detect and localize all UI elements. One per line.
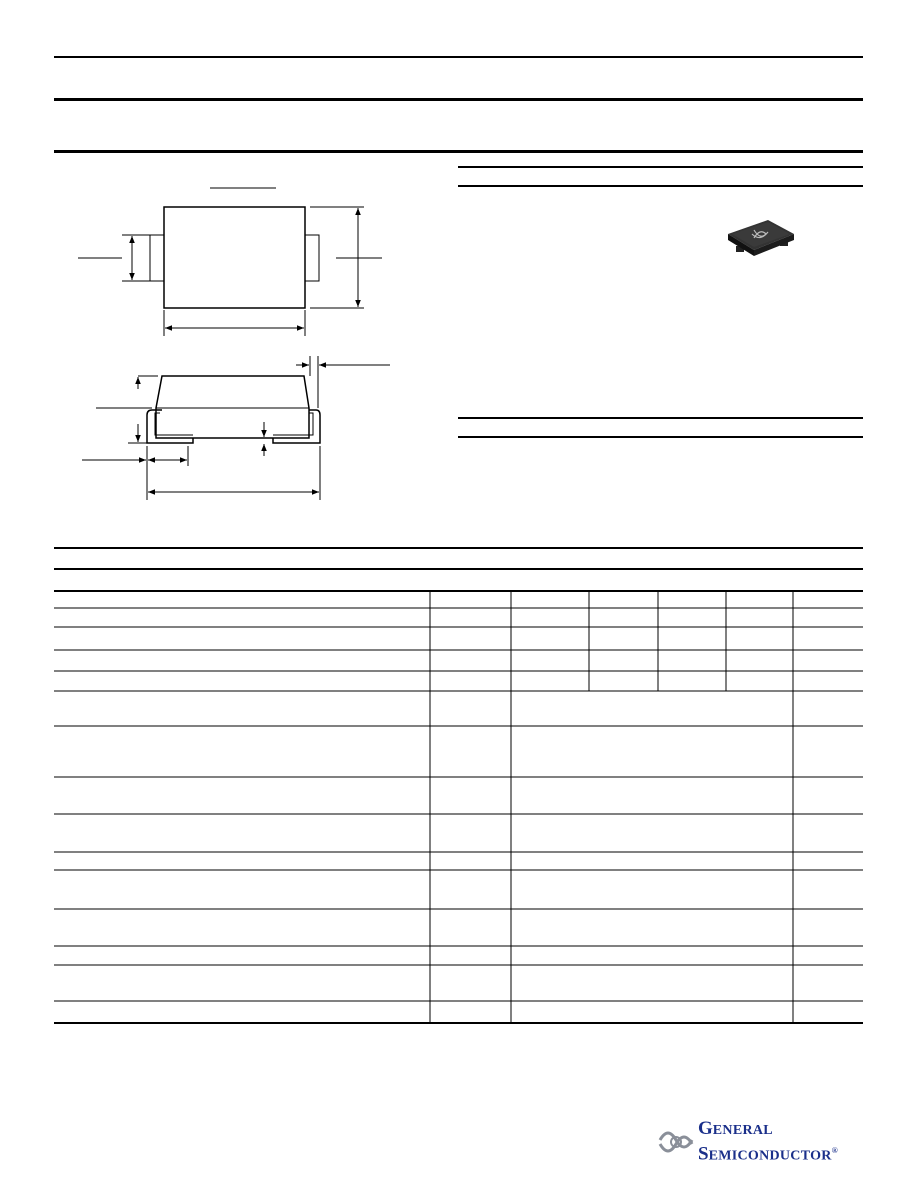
logo-line2-rest: EMICONDUCTOR	[708, 1148, 832, 1164]
top-view-right-lead	[305, 235, 319, 281]
logo-emblem-icon	[654, 1118, 698, 1164]
logo-line1-rest: ENERAL	[712, 1123, 773, 1138]
logo-wordmark	[698, 1119, 838, 1166]
electrical-characteristics-table	[54, 590, 863, 1025]
package-outline-drawing	[0, 0, 918, 540]
side-view-body	[156, 376, 309, 438]
ratings-rule-bottom	[54, 568, 863, 570]
ratings-rule-top	[54, 547, 863, 549]
logo-line2-initial: S	[698, 1143, 709, 1165]
top-view-left-lead	[150, 235, 164, 281]
registered-mark: ®	[831, 1146, 838, 1155]
general-semiconductor-logo	[654, 1118, 864, 1164]
product-photo	[722, 212, 800, 262]
top-view-body	[164, 207, 305, 308]
logo-line1-initial: G	[698, 1118, 713, 1139]
